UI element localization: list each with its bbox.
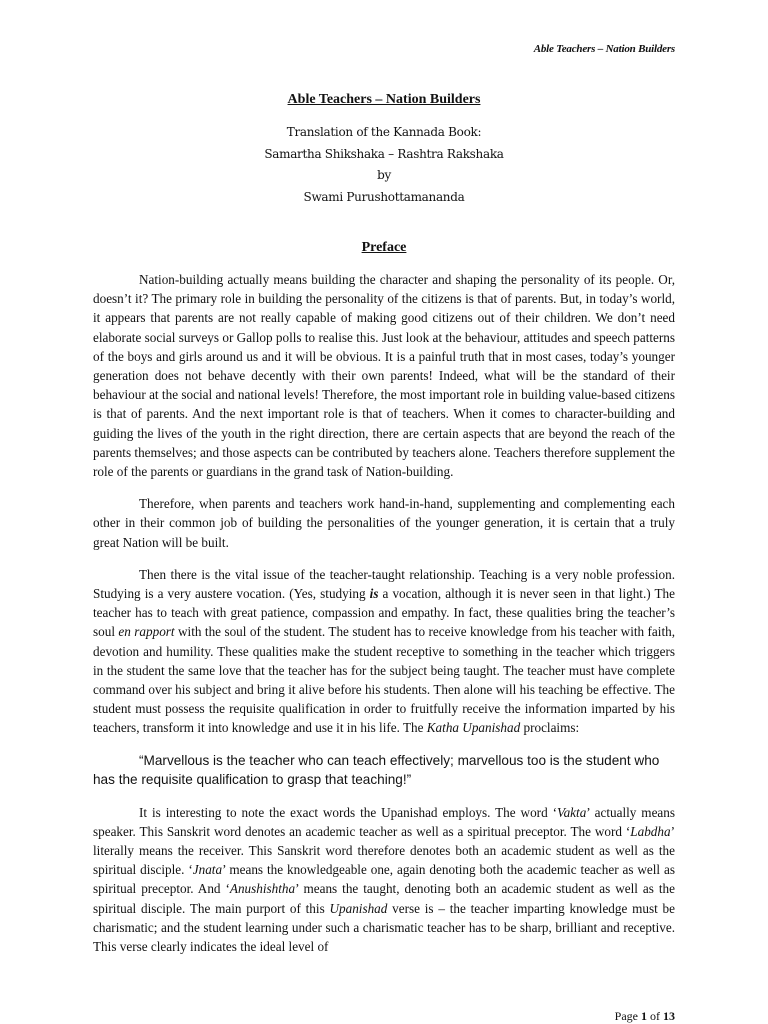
term-upanishad: Upanishad: [329, 900, 388, 916]
running-header: Able Teachers – Nation Builders: [533, 43, 675, 55]
document-title: Able Teachers – Nation Builders: [287, 92, 481, 107]
term-anushishtha: Anushishtha: [229, 881, 296, 897]
paragraph-4-text-b: ’ actually means speaker. This Sanskrit word denotes an academic teacher as well as a spiritual preceptor. The word ‘: [93, 804, 675, 839]
subtitle-line-4: Swami Purushottamananda: [303, 189, 465, 204]
section-heading-preface: Preface: [361, 240, 407, 255]
subtitle-line-2: Samartha Shikshaka – Rashtra Rakshaka: [264, 146, 504, 161]
subtitle-line-1: Translation of the Kannada Book:: [286, 125, 482, 139]
footer-page-total: 13: [663, 1009, 675, 1023]
emphasis-is: is: [369, 586, 379, 602]
emphasis-katha-upanishad: Katha Upanishad: [426, 720, 521, 736]
paragraph-4: [93, 803, 675, 957]
subtitle-line-3: by: [377, 168, 391, 182]
footer-page-number: 1: [641, 1009, 647, 1023]
term-labdha: Labdha: [630, 823, 671, 839]
paragraph-4-text-a: It is interesting to note the exact words the Upanishad employs. The word ‘: [139, 804, 557, 820]
paragraph-3-text-b: a vocation, although it is never seen in that light.) The teacher has to teach with great patience, compassion and empathy. In fact, these qualities bring the teacher’s soul: [93, 586, 675, 640]
page-footer: [615, 1009, 675, 1024]
footer-page-word: Page: [614, 1009, 641, 1023]
paragraph-4-text-d: ’ means the knowledgeable one, again denoting both the academic teacher as well as spiritual preceptor. And ‘: [93, 862, 675, 897]
emphasis-en-rapport: en rapport: [118, 624, 175, 640]
paragraph-4-text-f: verse is – the teacher imparting knowledge must be charismatic; and the student learning under such a charismatic teacher has to be sharp, brilliant and receptive. This verse clearly indicates the ideal level of: [93, 900, 675, 955]
paragraph-4-text-e: ’ means the taught, denoting both an academic student as well as the spiritual disciple. The main purport of this: [93, 881, 675, 916]
paragraph-1: Nation-building actually means building the character and shaping the personality of its people. Or, doesn’t it? The primary role in building the personality of the citizens is that of parents. But, in today’s world, it appears that parents are not really capable of making good citizens out of their children. We don’t need elaborate social surveys or Gallop polls to realise this. Just look at the behaviour, attitudes and speech patterns of the boys and girls around us and it will be obvious. It is a painful truth that in most cases, today’s younger generation does not behave decently with their own parents! Indeed, what will be the standard of their behaviour at the social and national levels! Therefore, the most important role in building value-based citizens is that of parents. And the next important role is that of teachers. When it comes to character-building and guiding the lives of the youth in the right direction, there are certain aspects that are beyond the reach of the parents themselves; and those aspects can be contributed by teachers alone. Teachers therefore supplement the role of the parents or guardians in the grand task of Nation-building.: [93, 272, 675, 480]
block-quote: “Marvellous is the teacher who can teach effectively; marvellous too is the student who has the requisite qualification to grasp that teaching!”: [93, 752, 660, 788]
paragraph-3-text-a: Then there is the vital issue of the teacher-taught relationship. Teaching is a very noble profession. Studying is a very austere vocation. (Yes, studying: [93, 566, 675, 602]
paragraph-3-text-d: proclaims:: [520, 720, 580, 736]
paragraph-3: [93, 565, 675, 738]
document-body: [93, 92, 675, 969]
term-vakta: Vakta: [556, 804, 587, 820]
paragraph-3-text-c: with the soul of the student. The student has to receive knowledge from his teacher with faith, devotion and humility. These qualities make the student receptive to something in the teacher which triggers in the student the same love that the teacher has for the subject being taught. The teacher must have complete command over his subject and bring it alive before his students. Then alone will his teaching be effective. The student must possess the requisite qualification in order to fruitfully receive the information imparted by his teachers, transform it into knowledge and use it in his life. The: [93, 624, 676, 736]
term-jnata: Jnata: [192, 862, 223, 878]
paragraph-4-text-c: ’ literally means the receiver. This Sanskrit word therefore denotes both an academic student as well as the spiritual disciple. ‘: [93, 823, 675, 878]
paragraph-2: Therefore, when parents and teachers work hand-in-hand, supplementing and complementing each other in their common job of building the personalities of the younger generation, it is certain that a truly great Nation will be built.: [93, 496, 675, 550]
footer-of-word: of: [647, 1009, 663, 1023]
